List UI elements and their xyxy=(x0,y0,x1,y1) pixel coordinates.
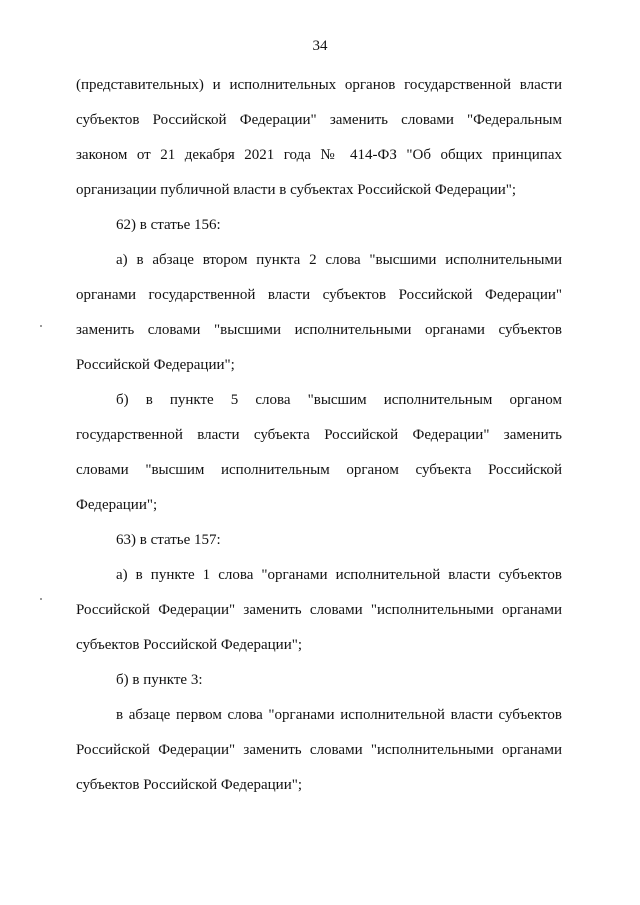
text-line: организации публичной власти в субъектах Российской Федерации"; xyxy=(76,182,517,198)
text-line: субъектов Российской Федерации"; xyxy=(76,637,303,653)
text-line: Российской Федерации" заменить словами "исполнительными органами xyxy=(76,742,562,758)
text-line: а) в абзаце втором пункта 2 слова "высшими исполнительными xyxy=(116,252,562,268)
text-line: в абзаце первом слова "органами исполнительной власти субъектов xyxy=(116,707,562,723)
text-line: законом от 21 декабря 2021 года № 414-ФЗ "Об общих принципах xyxy=(76,147,562,163)
margin-mark xyxy=(40,325,42,327)
text-line: субъектов Российской Федерации" заменить словами "Федеральным xyxy=(76,112,562,128)
text-line: а) в пункте 1 слова "органами исполнительной власти субъектов xyxy=(116,567,562,583)
text-line: 62) в статье 156: xyxy=(116,217,221,233)
text-line: б) в пункте 5 слова "высшим исполнительным органом xyxy=(116,392,562,408)
text-line: 63) в статье 157: xyxy=(116,532,221,548)
text-line: государственной власти субъекта Российской Федерации" заменить xyxy=(76,427,562,443)
text-line: (представительных) и исполнительных органов государственной власти xyxy=(76,77,562,93)
text-line: словами "высшим исполнительным органом субъекта Российской xyxy=(76,462,562,478)
text-line: Российской Федерации"; xyxy=(76,357,235,373)
page-number: 34 xyxy=(312,38,328,54)
text-line: субъектов Российской Федерации"; xyxy=(76,777,303,793)
text-line: б) в пункте 3: xyxy=(116,672,203,688)
text-line: органами государственной власти субъектов Российской Федерации" xyxy=(76,287,562,303)
text-line: Федерации"; xyxy=(76,497,158,513)
text-line: заменить словами "высшими исполнительными органами субъектов xyxy=(76,322,562,338)
text-line: Российской Федерации" заменить словами "исполнительными органами xyxy=(76,602,562,618)
margin-mark xyxy=(40,598,42,600)
